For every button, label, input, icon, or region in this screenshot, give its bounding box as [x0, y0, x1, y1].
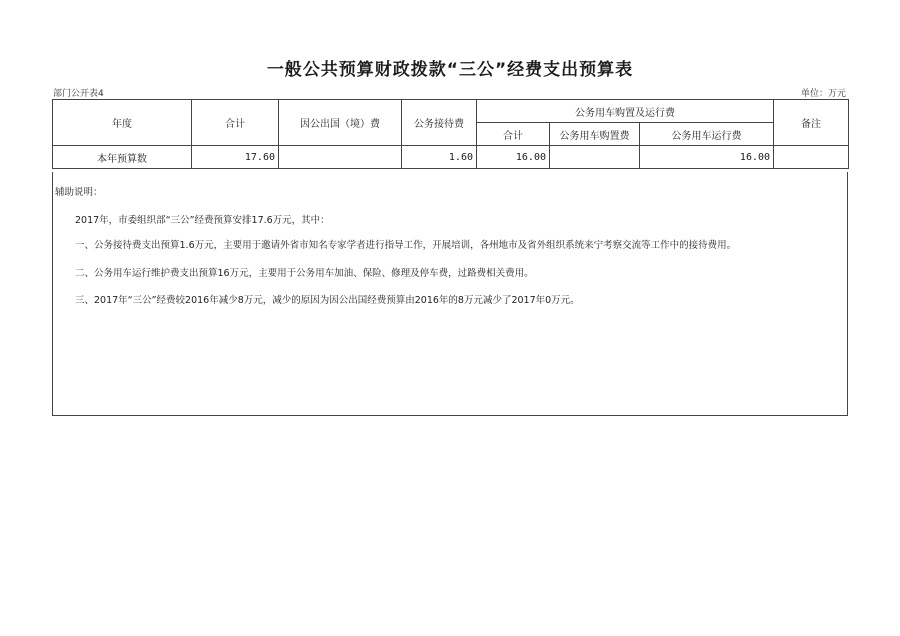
- cell-vehicle-purchase: [550, 146, 640, 169]
- cell-reception: 1.60: [402, 146, 477, 169]
- cell-total: 17.60: [192, 146, 279, 169]
- header-vehicle-total: 合计: [477, 123, 550, 146]
- table-row: [53, 146, 849, 169]
- cell-vehicle-total: 16.00: [477, 146, 550, 169]
- header-year: 年度: [53, 100, 192, 146]
- notes-line: 三、2017年“三公”经费较2016年减少8万元，减少的原因为因公出国经费预算由2016年的8万元减少了2017年0万元。: [75, 295, 580, 306]
- budget-table: [52, 99, 849, 169]
- header-total: 合计: [192, 100, 279, 146]
- cell-vehicle-operation: 16.00: [640, 146, 774, 169]
- notes-title: 辅助说明：: [55, 187, 103, 198]
- header-abroad: 因公出国（境）费: [279, 100, 402, 146]
- header-reception: 公务接待费: [402, 100, 477, 146]
- header-row-1: [53, 100, 849, 123]
- header-vehicle-group: 公务用车购置及运行费: [477, 100, 774, 123]
- cell-year: 本年预算数: [53, 146, 192, 169]
- cell-remarks: [774, 146, 849, 169]
- notes-line: 一、公务接待费支出预算1.6万元，主要用于邀请外省市知名专家学者进行指导工作，开展培训，各州地市及省外组织系统来宁考察交流等工作中的接待费用。: [75, 240, 737, 251]
- header-remarks: 备注: [774, 100, 849, 146]
- page-title: 一般公共预算财政拨款“三公”经费支出预算表: [266, 60, 634, 80]
- form-number: 部门公开表4: [53, 89, 104, 99]
- notes-line: 2017年，市委组织部“三公”经费预算安排17.6万元，其中：: [75, 215, 330, 226]
- cell-abroad: [279, 146, 402, 169]
- notes-line: 二、公务用车运行维护费支出预算16万元，主要用于公务用车加油、保险、修理及停车费，过路费相关费用。: [75, 268, 534, 279]
- header-vehicle-purchase: 公务用车购置费: [550, 123, 640, 146]
- notes-box: [52, 172, 848, 416]
- header-vehicle-operation: 公务用车运行费: [640, 123, 774, 146]
- unit-label: 单位：万元: [800, 89, 846, 99]
